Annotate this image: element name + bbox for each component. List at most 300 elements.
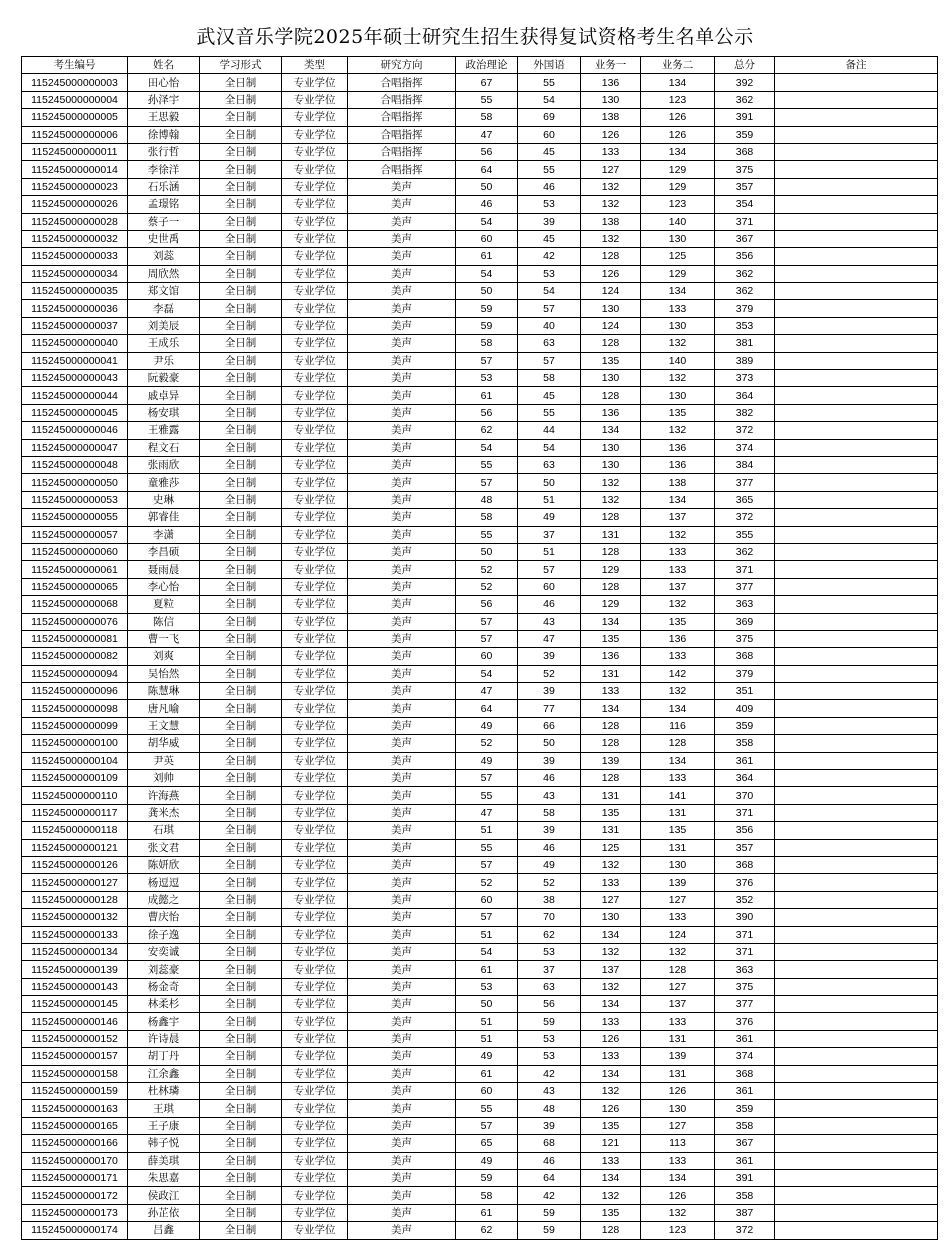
cell-foreign-language: 58 (518, 804, 581, 821)
cell-study-mode: 全日制 (200, 978, 282, 995)
table-row (22, 665, 938, 682)
cell-type: 专业学位 (282, 1170, 348, 1187)
cell-subject-1: 132 (581, 474, 641, 491)
cell-candidate-id: 115245000000081 (22, 630, 128, 647)
cell-type: 专业学位 (282, 248, 348, 265)
cell-candidate-id: 115245000000133 (22, 926, 128, 943)
cell-subject-1: 128 (581, 509, 641, 526)
cell-type: 专业学位 (282, 1065, 348, 1082)
cell-total: 392 (715, 74, 775, 91)
cell-total: 353 (715, 317, 775, 334)
table-row (22, 1170, 938, 1187)
cell-subject-1: 132 (581, 1187, 641, 1204)
cell-study-mode: 全日制 (200, 926, 282, 943)
cell-total: 372 (715, 1222, 775, 1239)
cell-total: 369 (715, 613, 775, 630)
cell-remarks (775, 126, 938, 143)
table-row (22, 283, 938, 300)
cell-type: 专业学位 (282, 630, 348, 647)
cell-politics: 53 (456, 370, 518, 387)
cell-politics: 55 (456, 1100, 518, 1117)
cell-politics: 60 (456, 891, 518, 908)
cell-politics: 58 (456, 335, 518, 352)
cell-research-direction: 美声 (348, 683, 456, 700)
cell-name: 薛美琪 (128, 1152, 200, 1169)
cell-foreign-language: 54 (518, 91, 581, 108)
cell-name: 王思毅 (128, 109, 200, 126)
cell-foreign-language: 47 (518, 630, 581, 647)
table-row (22, 335, 938, 352)
cell-foreign-language: 66 (518, 717, 581, 734)
cell-remarks (775, 1065, 938, 1082)
cell-remarks (775, 891, 938, 908)
table-row (22, 178, 938, 195)
cell-foreign-language: 53 (518, 943, 581, 960)
cell-candidate-id: 115245000000134 (22, 943, 128, 960)
cell-name: 刘爽 (128, 648, 200, 665)
cell-foreign-language: 59 (518, 1204, 581, 1221)
cell-politics: 60 (456, 1083, 518, 1100)
cell-politics: 57 (456, 770, 518, 787)
cell-foreign-language: 57 (518, 352, 581, 369)
header-study-mode: 学习形式 (200, 57, 282, 74)
cell-total: 376 (715, 874, 775, 891)
cell-total: 361 (715, 1030, 775, 1047)
cell-politics: 64 (456, 161, 518, 178)
table-row (22, 909, 938, 926)
cell-type: 专业学位 (282, 700, 348, 717)
cell-subject-2: 127 (641, 1117, 715, 1134)
cell-candidate-id: 115245000000033 (22, 248, 128, 265)
cell-politics: 47 (456, 126, 518, 143)
cell-foreign-language: 39 (518, 822, 581, 839)
cell-type: 专业学位 (282, 213, 348, 230)
cell-study-mode: 全日制 (200, 822, 282, 839)
cell-name: 刘蕊豪 (128, 961, 200, 978)
cell-remarks (775, 265, 938, 282)
cell-remarks (775, 822, 938, 839)
cell-candidate-id: 115245000000005 (22, 109, 128, 126)
cell-research-direction: 美声 (348, 630, 456, 647)
cell-subject-1: 121 (581, 1135, 641, 1152)
cell-subject-1: 128 (581, 1222, 641, 1239)
cell-candidate-id: 115245000000057 (22, 526, 128, 543)
cell-politics: 57 (456, 352, 518, 369)
cell-study-mode: 全日制 (200, 961, 282, 978)
cell-foreign-language: 63 (518, 978, 581, 995)
table-row (22, 526, 938, 543)
cell-politics: 57 (456, 630, 518, 647)
cell-total: 358 (715, 1187, 775, 1204)
cell-candidate-id: 115245000000044 (22, 387, 128, 404)
cell-candidate-id: 115245000000076 (22, 613, 128, 630)
table-row (22, 543, 938, 560)
cell-subject-2: 132 (641, 943, 715, 960)
cell-subject-2: 133 (641, 648, 715, 665)
cell-type: 专业学位 (282, 526, 348, 543)
cell-remarks (775, 717, 938, 734)
cell-candidate-id: 115245000000053 (22, 491, 128, 508)
cell-subject-2: 123 (641, 91, 715, 108)
table-row (22, 874, 938, 891)
cell-type: 专业学位 (282, 265, 348, 282)
cell-politics: 56 (456, 404, 518, 421)
cell-subject-2: 140 (641, 213, 715, 230)
cell-remarks (775, 735, 938, 752)
cell-candidate-id: 115245000000104 (22, 752, 128, 769)
cell-total: 362 (715, 91, 775, 108)
cell-subject-2: 136 (641, 439, 715, 456)
cell-politics: 59 (456, 317, 518, 334)
cell-remarks (775, 526, 938, 543)
cell-study-mode: 全日制 (200, 1222, 282, 1239)
cell-subject-2: 125 (641, 248, 715, 265)
cell-foreign-language: 70 (518, 909, 581, 926)
cell-name: 程文石 (128, 439, 200, 456)
table-row (22, 1048, 938, 1065)
cell-study-mode: 全日制 (200, 248, 282, 265)
page-title: 武汉音乐学院2025年硕士研究生招生获得复试资格考生名单公示 (196, 26, 754, 48)
cell-foreign-language: 51 (518, 543, 581, 560)
cell-subject-1: 130 (581, 91, 641, 108)
cell-candidate-id: 115245000000171 (22, 1170, 128, 1187)
cell-remarks (775, 456, 938, 473)
cell-type: 专业学位 (282, 596, 348, 613)
cell-politics: 54 (456, 439, 518, 456)
cell-candidate-id: 115245000000047 (22, 439, 128, 456)
cell-study-mode: 全日制 (200, 126, 282, 143)
cell-subject-1: 128 (581, 717, 641, 734)
cell-foreign-language: 54 (518, 283, 581, 300)
table-row (22, 265, 938, 282)
cell-subject-2: 113 (641, 1135, 715, 1152)
cell-politics: 50 (456, 283, 518, 300)
cell-candidate-id: 115245000000098 (22, 700, 128, 717)
cell-remarks (775, 213, 938, 230)
cell-subject-1: 135 (581, 630, 641, 647)
cell-name: 安奕诚 (128, 943, 200, 960)
cell-candidate-id: 115245000000146 (22, 1013, 128, 1030)
cell-politics: 49 (456, 752, 518, 769)
cell-name: 韩子悦 (128, 1135, 200, 1152)
cell-study-mode: 全日制 (200, 1170, 282, 1187)
cell-politics: 57 (456, 856, 518, 873)
cell-type: 专业学位 (282, 491, 348, 508)
cell-type: 专业学位 (282, 509, 348, 526)
cell-total: 365 (715, 491, 775, 508)
cell-foreign-language: 42 (518, 248, 581, 265)
cell-research-direction: 美声 (348, 317, 456, 334)
cell-subject-1: 131 (581, 822, 641, 839)
cell-type: 专业学位 (282, 561, 348, 578)
cell-politics: 49 (456, 1048, 518, 1065)
cell-subject-1: 132 (581, 491, 641, 508)
cell-name: 侯政江 (128, 1187, 200, 1204)
cell-foreign-language: 46 (518, 1152, 581, 1169)
cell-study-mode: 全日制 (200, 74, 282, 91)
cell-research-direction: 美声 (348, 474, 456, 491)
cell-remarks (775, 613, 938, 630)
cell-foreign-language: 45 (518, 230, 581, 247)
cell-name: 胡丁丹 (128, 1048, 200, 1065)
cell-name: 曹庆怡 (128, 909, 200, 926)
cell-name: 陈妍欣 (128, 856, 200, 873)
cell-foreign-language: 46 (518, 596, 581, 613)
cell-politics: 46 (456, 196, 518, 213)
cell-politics: 54 (456, 665, 518, 682)
cell-politics: 54 (456, 265, 518, 282)
table-row (22, 1135, 938, 1152)
cell-name: 石乐涵 (128, 178, 200, 195)
cell-foreign-language: 59 (518, 1013, 581, 1030)
cell-subject-2: 131 (641, 1065, 715, 1082)
cell-candidate-id: 115245000000065 (22, 578, 128, 595)
table-row (22, 613, 938, 630)
cell-type: 专业学位 (282, 683, 348, 700)
cell-study-mode: 全日制 (200, 630, 282, 647)
cell-subject-1: 131 (581, 665, 641, 682)
cell-subject-2: 123 (641, 1222, 715, 1239)
cell-total: 361 (715, 1152, 775, 1169)
cell-subject-1: 130 (581, 456, 641, 473)
cell-candidate-id: 115245000000060 (22, 543, 128, 560)
cell-remarks (775, 91, 938, 108)
cell-study-mode: 全日制 (200, 543, 282, 560)
cell-study-mode: 全日制 (200, 943, 282, 960)
cell-subject-2: 134 (641, 700, 715, 717)
table-row (22, 596, 938, 613)
cell-research-direction: 合唱指挥 (348, 91, 456, 108)
table-row (22, 404, 938, 421)
table-row (22, 578, 938, 595)
cell-subject-1: 132 (581, 978, 641, 995)
cell-subject-1: 136 (581, 74, 641, 91)
cell-study-mode: 全日制 (200, 1135, 282, 1152)
cell-candidate-id: 115245000000139 (22, 961, 128, 978)
cell-type: 专业学位 (282, 370, 348, 387)
cell-total: 371 (715, 943, 775, 960)
cell-politics: 52 (456, 874, 518, 891)
cell-research-direction: 美声 (348, 856, 456, 873)
cell-candidate-id: 115245000000026 (22, 196, 128, 213)
cell-candidate-id: 115245000000048 (22, 456, 128, 473)
cell-subject-1: 126 (581, 1030, 641, 1047)
cell-name: 李磊 (128, 300, 200, 317)
cell-subject-1: 130 (581, 370, 641, 387)
cell-research-direction: 美声 (348, 648, 456, 665)
cell-subject-2: 130 (641, 387, 715, 404)
cell-candidate-id: 115245000000045 (22, 404, 128, 421)
cell-total: 352 (715, 891, 775, 908)
cell-study-mode: 全日制 (200, 387, 282, 404)
cell-total: 370 (715, 787, 775, 804)
cell-subject-1: 128 (581, 543, 641, 560)
cell-name: 陈信 (128, 613, 200, 630)
cell-name: 李徐洋 (128, 161, 200, 178)
cell-politics: 50 (456, 178, 518, 195)
cell-subject-2: 139 (641, 874, 715, 891)
cell-remarks (775, 248, 938, 265)
cell-study-mode: 全日制 (200, 874, 282, 891)
cell-foreign-language: 39 (518, 683, 581, 700)
table-row (22, 804, 938, 821)
cell-research-direction: 美声 (348, 1083, 456, 1100)
cell-study-mode: 全日制 (200, 1204, 282, 1221)
cell-research-direction: 美声 (348, 700, 456, 717)
cell-subject-1: 131 (581, 526, 641, 543)
cell-total: 409 (715, 700, 775, 717)
table-row (22, 1100, 938, 1117)
cell-subject-1: 128 (581, 770, 641, 787)
cell-research-direction: 美声 (348, 1100, 456, 1117)
cell-politics: 61 (456, 1065, 518, 1082)
table-row (22, 491, 938, 508)
cell-foreign-language: 57 (518, 561, 581, 578)
cell-subject-1: 133 (581, 683, 641, 700)
cell-total: 382 (715, 404, 775, 421)
table-row (22, 943, 938, 960)
cell-foreign-language: 53 (518, 196, 581, 213)
cell-study-mode: 全日制 (200, 839, 282, 856)
table-row (22, 735, 938, 752)
cell-name: 李潇 (128, 526, 200, 543)
cell-name: 李心怡 (128, 578, 200, 595)
cell-subject-2: 137 (641, 509, 715, 526)
cell-foreign-language: 49 (518, 509, 581, 526)
table-row (22, 352, 938, 369)
cell-total: 375 (715, 161, 775, 178)
cell-politics: 51 (456, 926, 518, 943)
cell-name: 史世禹 (128, 230, 200, 247)
cell-politics: 55 (456, 787, 518, 804)
cell-study-mode: 全日制 (200, 91, 282, 108)
cell-name: 朱思嘉 (128, 1170, 200, 1187)
cell-subject-2: 136 (641, 630, 715, 647)
cell-name: 许诗晨 (128, 1030, 200, 1047)
cell-remarks (775, 1222, 938, 1239)
header-total: 总分 (715, 57, 775, 74)
table-row (22, 561, 938, 578)
cell-study-mode: 全日制 (200, 665, 282, 682)
cell-foreign-language: 50 (518, 735, 581, 752)
cell-candidate-id: 115245000000172 (22, 1187, 128, 1204)
cell-research-direction: 美声 (348, 822, 456, 839)
cell-name: 吴怡然 (128, 665, 200, 682)
cell-foreign-language: 77 (518, 700, 581, 717)
cell-subject-2: 135 (641, 404, 715, 421)
cell-total: 374 (715, 439, 775, 456)
cell-subject-2: 137 (641, 996, 715, 1013)
cell-study-mode: 全日制 (200, 335, 282, 352)
cell-subject-1: 135 (581, 352, 641, 369)
cell-politics: 54 (456, 213, 518, 230)
cell-study-mode: 全日制 (200, 1065, 282, 1082)
cell-study-mode: 全日制 (200, 422, 282, 439)
cell-type: 专业学位 (282, 770, 348, 787)
cell-subject-2: 134 (641, 143, 715, 160)
cell-research-direction: 美声 (348, 543, 456, 560)
cell-name: 尹乐 (128, 352, 200, 369)
cell-total: 371 (715, 561, 775, 578)
cell-remarks (775, 909, 938, 926)
cell-remarks (775, 387, 938, 404)
cell-subject-2: 124 (641, 926, 715, 943)
cell-study-mode: 全日制 (200, 283, 282, 300)
table-row (22, 248, 938, 265)
cell-remarks (775, 543, 938, 560)
cell-subject-1: 133 (581, 1048, 641, 1065)
cell-research-direction: 美声 (348, 596, 456, 613)
cell-subject-2: 132 (641, 422, 715, 439)
cell-candidate-id: 115245000000132 (22, 909, 128, 926)
cell-foreign-language: 69 (518, 109, 581, 126)
cell-research-direction: 美声 (348, 1222, 456, 1239)
cell-research-direction: 合唱指挥 (348, 126, 456, 143)
cell-foreign-language: 52 (518, 874, 581, 891)
cell-politics: 57 (456, 1117, 518, 1134)
cell-subject-2: 135 (641, 822, 715, 839)
cell-research-direction: 美声 (348, 943, 456, 960)
cell-total: 364 (715, 770, 775, 787)
table-row (22, 630, 938, 647)
cell-study-mode: 全日制 (200, 161, 282, 178)
cell-type: 专业学位 (282, 126, 348, 143)
cell-subject-1: 128 (581, 735, 641, 752)
cell-subject-2: 140 (641, 352, 715, 369)
candidate-table (21, 56, 938, 1240)
cell-remarks (775, 1048, 938, 1065)
cell-name: 陈慧琳 (128, 683, 200, 700)
cell-type: 专业学位 (282, 909, 348, 926)
cell-total: 379 (715, 300, 775, 317)
cell-name: 尹英 (128, 752, 200, 769)
cell-name: 张行哲 (128, 143, 200, 160)
cell-type: 专业学位 (282, 787, 348, 804)
cell-name: 郭睿佳 (128, 509, 200, 526)
cell-politics: 60 (456, 648, 518, 665)
cell-research-direction: 美声 (348, 404, 456, 421)
cell-remarks (775, 1100, 938, 1117)
cell-subject-1: 134 (581, 996, 641, 1013)
cell-name: 刘美辰 (128, 317, 200, 334)
cell-type: 专业学位 (282, 648, 348, 665)
cell-remarks (775, 787, 938, 804)
cell-remarks (775, 317, 938, 334)
table-row (22, 439, 938, 456)
cell-study-mode: 全日制 (200, 561, 282, 578)
cell-total: 362 (715, 543, 775, 560)
cell-candidate-id: 115245000000159 (22, 1083, 128, 1100)
cell-subject-1: 125 (581, 839, 641, 856)
cell-subject-1: 128 (581, 335, 641, 352)
table-row (22, 126, 938, 143)
cell-foreign-language: 46 (518, 178, 581, 195)
cell-study-mode: 全日制 (200, 526, 282, 543)
table-row (22, 317, 938, 334)
cell-politics: 56 (456, 596, 518, 613)
cell-candidate-id: 115245000000173 (22, 1204, 128, 1221)
cell-name: 杨逗逗 (128, 874, 200, 891)
cell-type: 专业学位 (282, 439, 348, 456)
cell-name: 林柔杉 (128, 996, 200, 1013)
table-row (22, 474, 938, 491)
table-row (22, 700, 938, 717)
cell-foreign-language: 63 (518, 456, 581, 473)
cell-subject-2: 134 (641, 491, 715, 508)
cell-name: 许海燕 (128, 787, 200, 804)
cell-total: 371 (715, 926, 775, 943)
cell-candidate-id: 115245000000050 (22, 474, 128, 491)
